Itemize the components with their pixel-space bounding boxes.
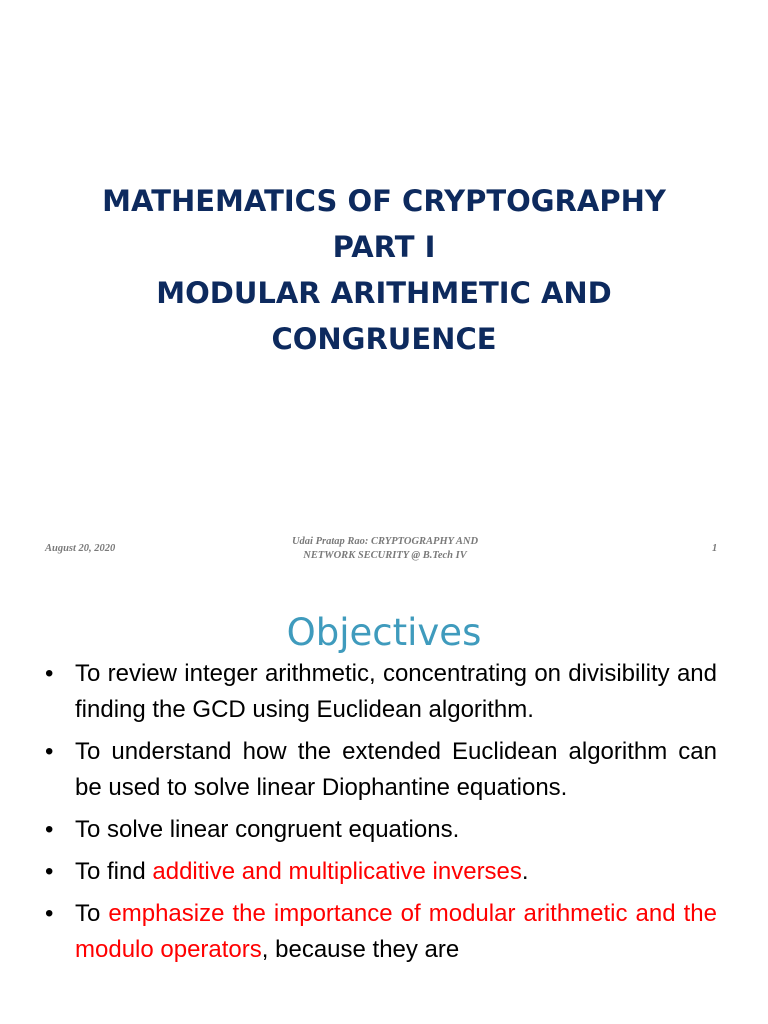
footer-course-line-1: Udai Pratap Rao: CRYPTOGRAPHY AND: [291, 536, 479, 547]
objective-text: To understand how the extended Euclidean algorithm can be used to solve linear Diophantine equations.: [75, 738, 717, 801]
bullet-icon: •: [45, 900, 54, 927]
bullet-icon: •: [45, 858, 54, 885]
objective-item: [45, 734, 717, 806]
objective-item: [45, 656, 717, 728]
footer-page-number: 1: [712, 543, 718, 554]
objectives-heading: Objectives: [286, 611, 482, 654]
slide-title: [0, 178, 768, 362]
objective-item: [45, 854, 717, 890]
objective-text-highlight: emphasize the importance of modular arithmetic and the modulo operators: [75, 900, 717, 963]
title-line-3: MODULAR ARITHMETIC AND: [156, 276, 612, 310]
footer-date: August 20, 2020: [45, 543, 116, 554]
objectives-list: [45, 656, 717, 974]
objective-text-prefix: To: [75, 900, 109, 927]
title-line-1: MATHEMATICS OF CRYPTOGRAPHY: [102, 184, 666, 218]
footer-course-line-2: NETWORK SECURITY @ B.Tech IV: [303, 550, 467, 561]
objective-text-suffix: .: [521, 858, 529, 885]
objective-text-prefix: To find: [75, 858, 153, 885]
objective-text-highlight: additive and multiplicative inverses: [152, 858, 522, 885]
title-line-4: CONGRUENCE: [271, 322, 497, 356]
objective-text: To review integer arithmetic, concentrating on divisibility and finding the GCD using Euclidean algorithm.: [75, 660, 717, 723]
footer-course-info: [230, 535, 540, 563]
objective-text: To solve linear congruent equations.: [75, 816, 460, 843]
bullet-icon: •: [45, 816, 54, 843]
title-line-2: PART I: [332, 230, 436, 264]
bullet-icon: •: [45, 660, 54, 687]
objectives-slide: [0, 576, 768, 1024]
bullet-icon: •: [45, 738, 54, 765]
objective-item: [45, 896, 717, 968]
objective-item: [45, 812, 717, 848]
objective-text-suffix: , because they are: [261, 936, 460, 963]
